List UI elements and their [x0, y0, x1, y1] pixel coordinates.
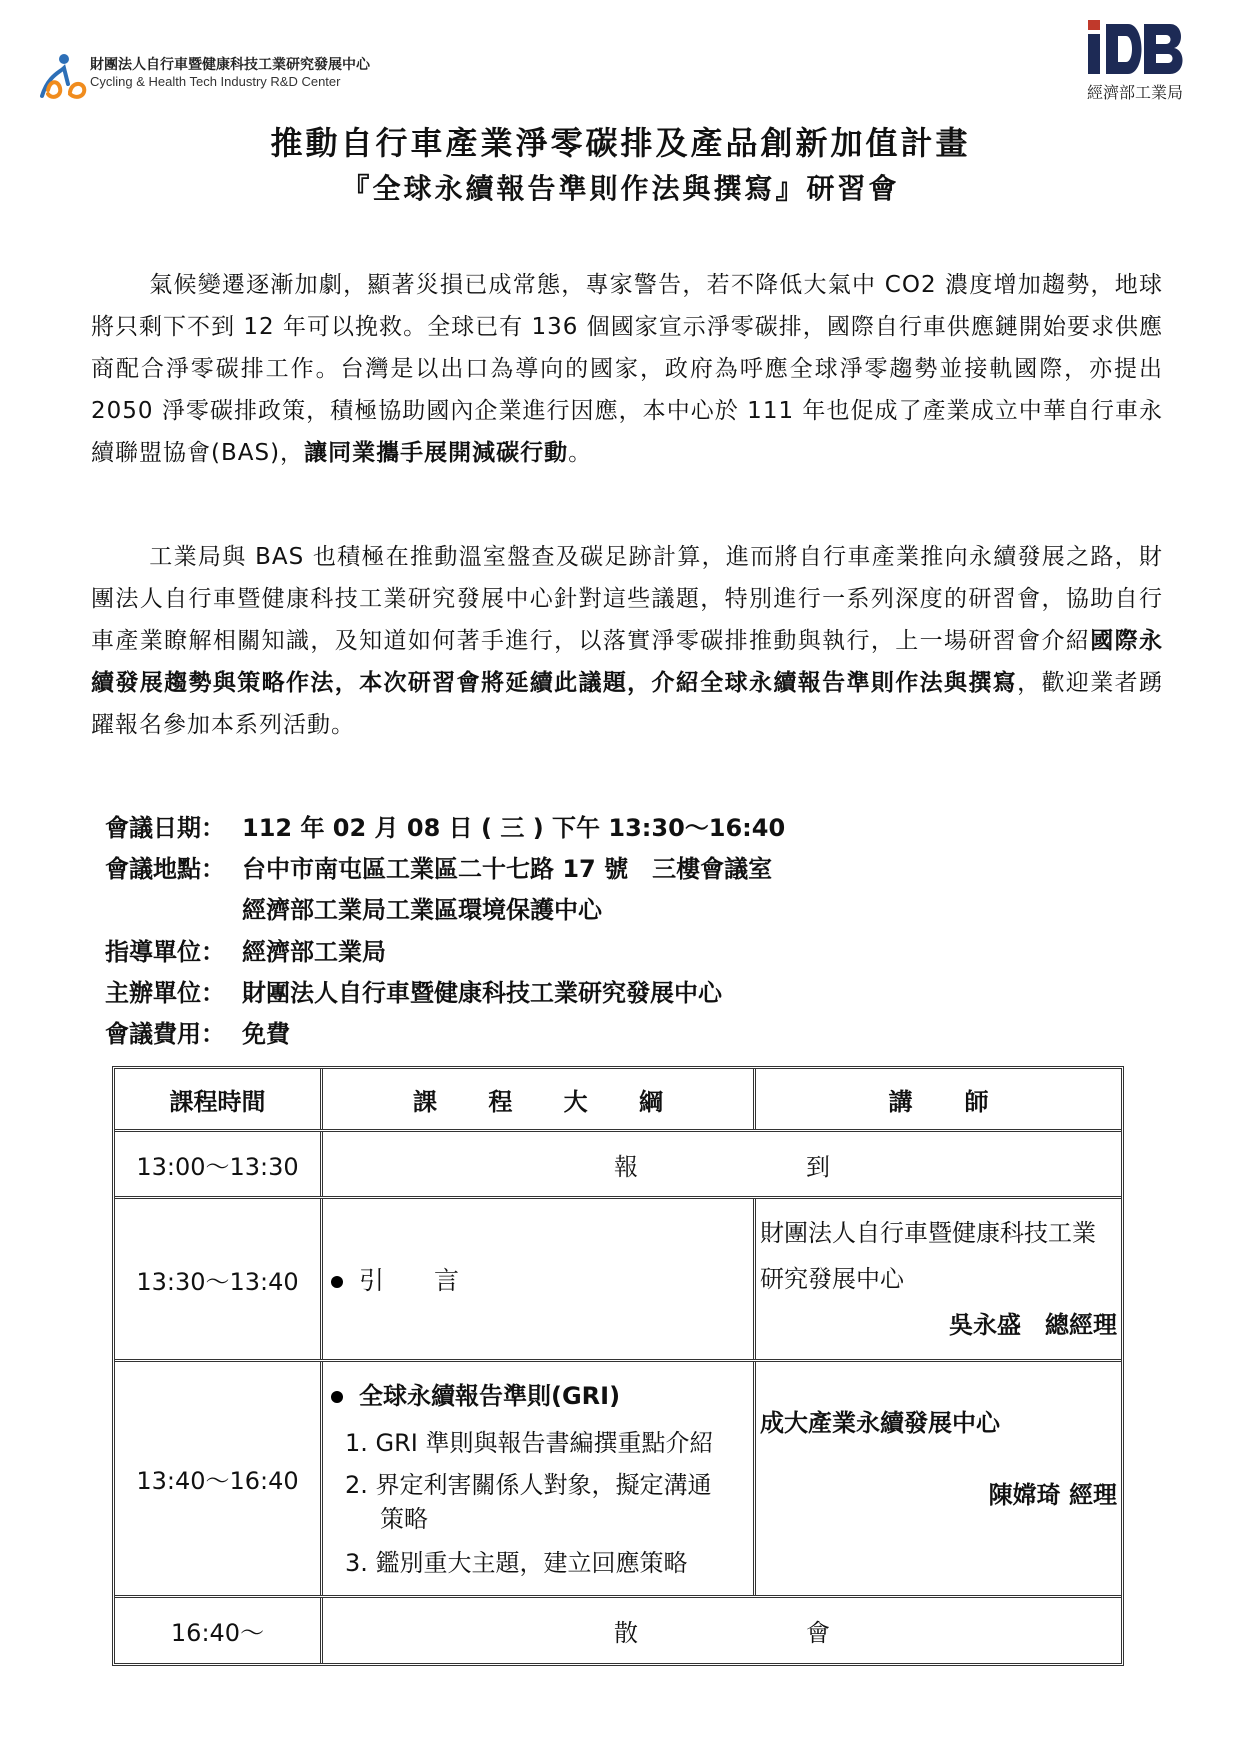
lecturer-name: 陳嫦琦 經理 — [988, 1480, 1117, 1509]
date-label: 會議日期： — [105, 814, 225, 842]
p2-text: 工業局與 BAS 也積極在推動溫室盤查及碳足跡計算，進而將自行車產業推向永續發展之路，財團法人自行車暨健康科技工業研究發展中心針對這些議題，特別進行一系列深度的研習會，協助自行車產業瞭解相關知識，及知道如何著手進行，以落實淨零碳排推動與執行，上一場研習會介紹 — [91, 544, 1163, 654]
header-outline — [323, 1069, 756, 1129]
cyclist-logo-icon — [34, 50, 90, 102]
header-time: 課程時間 — [115, 1069, 323, 1129]
host-label: 主辦單位： — [105, 979, 225, 1007]
lecturer-org: 財團法人自行車暨健康科技工業研究發展中心 — [760, 1219, 1096, 1293]
row-time: 13:30～13:40 — [115, 1199, 323, 1359]
row-merged — [323, 1598, 1121, 1663]
merged-char: 會 — [806, 1619, 830, 1647]
topic-text: 全球永續報告準則(GRI) — [359, 1382, 621, 1410]
meeting-place — [105, 849, 772, 884]
row-time: 16:40～ — [115, 1598, 323, 1663]
header-lecturer-char: 講 — [888, 1087, 913, 1116]
lecturer-name: 吳永盛 總經理 — [949, 1311, 1117, 1339]
place-value: 台中市南屯區工業區二十七路 17 號 三樓會議室 — [242, 855, 773, 883]
bullet-icon — [331, 1391, 343, 1403]
idb-logo-icon — [1086, 20, 1186, 76]
center-name-en: Cycling & Health Tech Industry R&D Center — [90, 74, 341, 89]
meeting-fee — [105, 1014, 290, 1049]
table-row — [115, 1199, 1121, 1362]
sub-title: 『全球永續報告準則作法與撰寫』研習會 — [341, 172, 900, 205]
meeting-place-2: 經濟部工業局工業區環境保護中心 — [242, 896, 602, 924]
table-row — [115, 1132, 1121, 1199]
header-outline-char: 綱 — [638, 1087, 663, 1116]
topic-item: 2. 界定利害關係人對象，擬定溝通 — [345, 1471, 712, 1499]
fee-value: 免費 — [242, 1020, 290, 1048]
topic-text: 引 言 — [359, 1266, 460, 1295]
guide-value: 經濟部工業局 — [242, 938, 386, 966]
row-lecturer — [756, 1362, 1121, 1595]
p2-bold: 國際永續發展趨勢與策略作法，本次研習會將延續此議題，介紹全球永續報告準則作法與撰寫 — [91, 628, 1164, 696]
main-title: 推動自行車產業淨零碳排及產品創新加值計畫 — [270, 124, 971, 162]
table-row — [115, 1362, 1121, 1598]
header-outline-char: 程 — [488, 1087, 513, 1116]
topic-item-cont: 策略 — [380, 1505, 428, 1533]
idb-caption: 經濟部工業局 — [1086, 83, 1183, 102]
p1-text: 氣候變遷逐漸加劇，顯著災損已成常態，專家警告，若不降低大氣中 CO2 濃度增加趨勢，地球將只剩下不到 12 年可以挽救。全球已有 136 個國家宣示淨零碳排，國際自行車供應鏈開始要求供應商配合淨零碳排工作。台灣是以出口為導向的國家，政府為呼應全球淨零趨勢並接軌國際，亦提出 2050 淨零碳排政策，積極協助國內企業進行因應，本中心於 111 年也促成了產業成立中華自行車永續聯盟協會(BAS)， — [91, 272, 1163, 466]
p1-bold: 讓同業攜手展開減碳行動 — [304, 440, 569, 466]
row-time: 13:00～13:30 — [115, 1132, 323, 1196]
p2-end: ，歡迎業者踴躍報名參加本系列活動。 — [91, 670, 1164, 738]
schedule-table — [112, 1066, 1124, 1666]
header-lecturer-char: 師 — [964, 1087, 989, 1116]
fee-label: 會議費用： — [105, 1020, 225, 1048]
bullet-icon — [331, 1276, 343, 1288]
p1-end: 。 — [568, 440, 593, 466]
host-value: 財團法人自行車暨健康科技工業研究發展中心 — [242, 979, 722, 1007]
intro-paragraph-2 — [91, 536, 1163, 746]
guidance-unit — [105, 932, 386, 967]
center-name-cn: 財團法人自行車暨健康科技工業研究發展中心 — [90, 57, 370, 73]
idb-logo — [1070, 20, 1200, 105]
row-topic — [323, 1362, 756, 1595]
date-value: 112 年 02 月 08 日 ( 三 ) 下午 13:30～16:40 — [242, 814, 786, 842]
topic-item: 1. GRI 準則與報告書編撰重點介紹 — [345, 1429, 714, 1457]
place-label: 會議地點： — [105, 855, 225, 883]
row-topic — [323, 1199, 756, 1359]
meeting-date — [105, 808, 785, 843]
merged-char: 報 — [614, 1152, 638, 1181]
row-time: 13:40～16:40 — [115, 1362, 323, 1595]
merged-char: 散 — [614, 1619, 638, 1647]
lecturer-org: 成大產業永續發展中心 — [760, 1408, 1000, 1437]
merged-char: 到 — [806, 1152, 830, 1181]
intro-paragraph-1 — [91, 264, 1163, 474]
header-outline-char: 課 — [413, 1087, 437, 1116]
header-lecturer — [756, 1069, 1121, 1129]
table-header-row — [115, 1069, 1121, 1132]
topic-item: 3. 鑑別重大主題，建立回應策略 — [345, 1549, 688, 1577]
host-unit — [105, 973, 722, 1008]
guide-label: 指導單位： — [105, 938, 225, 966]
row-lecturer — [756, 1199, 1121, 1359]
header-outline-char: 大 — [563, 1087, 588, 1116]
center-logo — [34, 50, 374, 102]
row-merged — [323, 1132, 1121, 1196]
table-row — [115, 1598, 1121, 1663]
